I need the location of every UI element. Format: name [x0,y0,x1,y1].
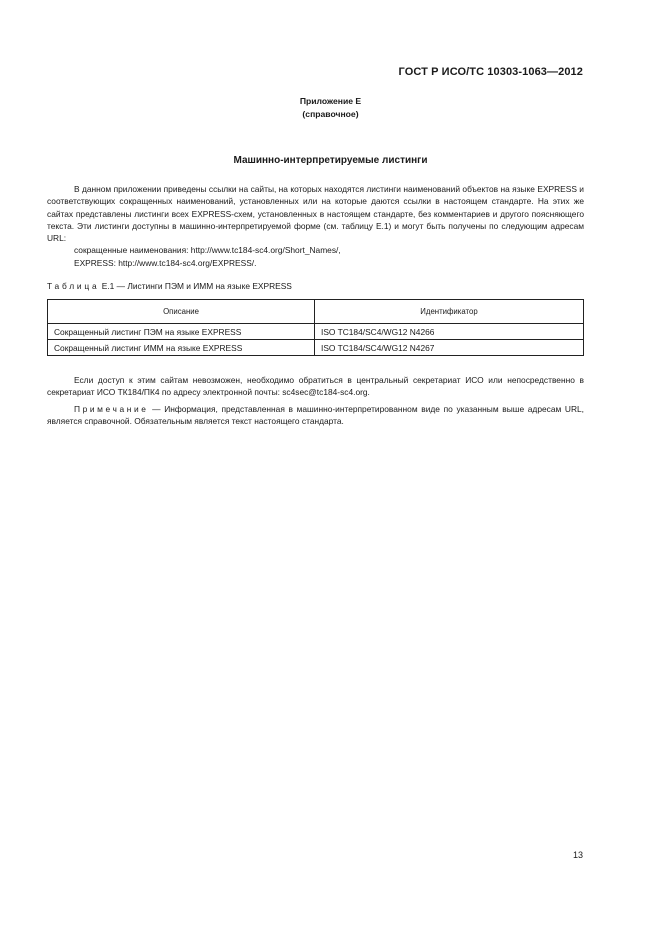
note-label: Примечание [74,404,149,414]
table-caption-prefix: Таблица [47,281,100,291]
table-row [48,324,584,340]
table-row [48,340,584,356]
page-number: 13 [572,850,583,860]
section-title: Машинно-интерпретируемые листинги [233,155,428,166]
note-paragraph [47,403,584,428]
note-text: — Информация, представленная в машинно-интерпретированном виде по указанным выше адресам URL, является справочной. Обязательным является текст настоящего стандарта. [47,404,584,427]
row-identifier: ISO TC184/SC4/WG12 N4266 [315,324,584,340]
standard-designation: ГОСТ Р ИСО/ТС 10303-1063—2012 [398,66,583,78]
row-description: Сокращенный листинг ИММ на языке EXPRESS [48,340,315,356]
url-short-names: сокращенные наименования: http://www.tc184-sc4.org/Short_Names/, [74,245,341,256]
listings-table [47,299,584,356]
url-express: EXPRESS: http://www.tc184-sc4.org/EXPRESS/. [74,257,257,268]
annex-subtitle: (справочное) [302,109,359,119]
intro-block [47,183,584,269]
row-identifier: ISO TC184/SC4/WG12 N4267 [315,340,584,356]
annex-title: Приложение Е [299,96,362,106]
table-header-row [48,300,584,324]
table-caption [47,281,292,291]
contact-paragraph: Если доступ к этим сайтам невозможен, необходимо обратиться в центральный секретариат ИСО или непосредственно в секретариат ИСО ТК184/ПК4 по адресу электронной почты: sc4sec@tc184-sc4.org. [47,375,584,398]
note-block [47,403,584,428]
table-caption-text: Е.1 — Листинги ПЭМ и ИММ на языке EXPRESS [99,281,292,291]
header-description: Описание [48,300,315,324]
row-description: Сокращенный листинг ПЭМ на языке EXPRESS [48,324,315,340]
header-identifier: Идентификатор [315,300,584,324]
contact-paragraph-block [47,374,584,399]
annex-heading [0,95,661,121]
intro-paragraph: В данном приложении приведены ссылки на сайты, на которых находятся листинги наименований объектов на языке EXPRESS и соответствующих сокращенных наименований, установленных или на которые даются ссылки в настоящем стандарте. На этих же сайтах представлены листинги всех EXPRESS-схем, установленных в настоящем стандарте, без комментариев и другого поясняющего текста. Эти листинги доступны в машинно-интерпретируемой форме (см. таблицу Е.1) и могут быть получены по следующим адресам URL: [47,184,584,244]
